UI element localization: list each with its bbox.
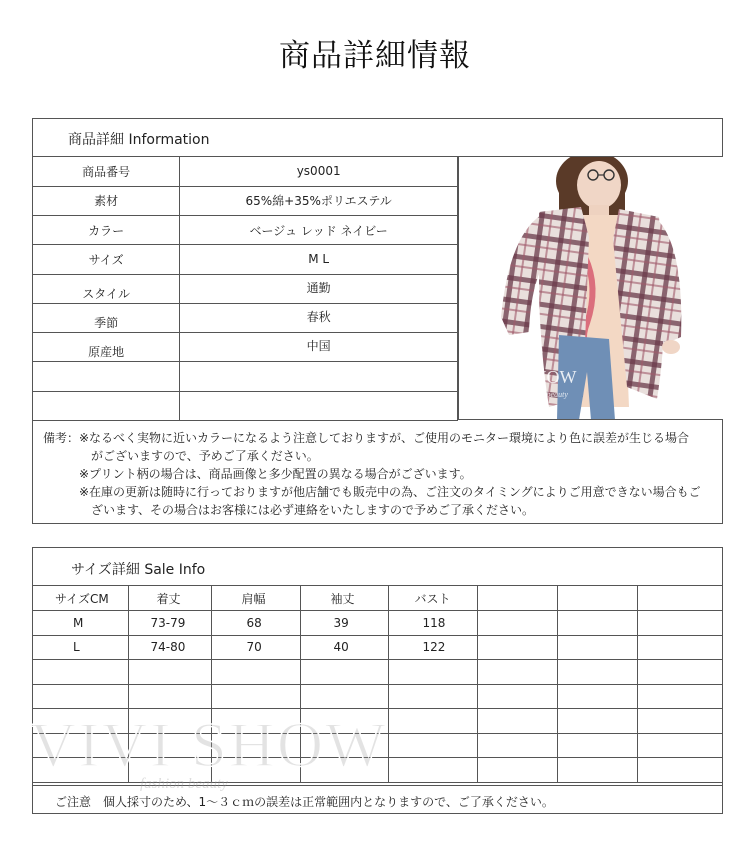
watermark-text: VIVI SHOW: [30, 709, 388, 778]
size-cell: [477, 684, 557, 709]
size-table-row: [33, 660, 723, 685]
spec-row: [33, 245, 458, 274]
spec-value: 通勤: [180, 274, 458, 303]
spec-row: [33, 186, 458, 215]
remark-line: ※プリント柄の場合は、商品画像と多少配置の異なる場合がございます。: [79, 467, 472, 481]
size-cell: [557, 660, 637, 685]
size-cell: [211, 758, 300, 783]
size-cell: [33, 733, 128, 758]
product-photo: [458, 157, 723, 420]
spec-key: 商品番号: [33, 157, 180, 186]
spec-key: [33, 391, 180, 420]
size-cell: [637, 733, 723, 758]
spec-value: [180, 362, 458, 391]
watermark-sub: fashion beauty: [140, 776, 228, 792]
remarks-label: 備考：: [43, 431, 80, 445]
size-cell: [477, 758, 557, 783]
size-cell: [128, 758, 211, 783]
size-col-header: 袖丈: [300, 586, 388, 611]
size-cell: 68: [211, 611, 300, 636]
size-cell: [300, 660, 388, 685]
size-cell: [637, 758, 723, 783]
size-cell: [33, 660, 128, 685]
spec-key: 季節: [33, 303, 180, 332]
size-cell: [637, 660, 723, 685]
size-cell: 118: [388, 611, 477, 636]
size-table-header-row: [33, 586, 723, 611]
size-cell: [211, 709, 300, 734]
size-table-row: [33, 733, 723, 758]
spec-value: 65%綿+35%ポリエステル: [180, 186, 458, 215]
photo-watermark-sub: fashion beauty: [521, 390, 568, 399]
remark-line: ざいます、その場合はお客様には必ず連絡をいたしますので予めご了承ください。: [91, 503, 535, 517]
size-cell: [128, 660, 211, 685]
spec-value: ys0001: [180, 157, 458, 186]
size-table-row: [33, 635, 723, 660]
size-cell: [388, 709, 477, 734]
spec-key: スタイル: [33, 274, 180, 303]
spec-value: M L: [180, 245, 458, 274]
size-col-header: 着丈: [128, 586, 211, 611]
size-cell: [637, 709, 723, 734]
size-cell: 74-80: [128, 635, 211, 660]
size-cell: [637, 611, 723, 636]
remark-line: ※在庫の更新は随時に行っておりますが他店舗でも販売中の為、ご注文のタイミングによりご用意できない場合もご: [79, 485, 701, 499]
size-cell: [477, 660, 557, 685]
size-cell: L: [33, 635, 128, 660]
size-note-text: ご注意 個人採寸のため、1～３ｃｍの誤差は正常範囲内となりますので、ご了承ください。: [55, 795, 554, 809]
size-cell: [477, 709, 557, 734]
size-cell: 122: [388, 635, 477, 660]
photo-watermark: VIVI SHOW: [481, 367, 577, 387]
spec-row: [33, 157, 458, 186]
spec-value: [180, 391, 458, 420]
size-table: [33, 586, 723, 783]
spec-key: 素材: [33, 186, 180, 215]
size-table-row: [33, 709, 723, 734]
size-header-label: サイズ詳細 Sale Info: [71, 562, 206, 578]
size-cell: 70: [211, 635, 300, 660]
size-col-header: サイズCM: [33, 586, 128, 611]
spec-key: [33, 362, 180, 391]
size-cell: M: [33, 611, 128, 636]
size-cell: [557, 709, 637, 734]
spec-value: 春秋: [180, 303, 458, 332]
size-col-header: [637, 586, 723, 611]
size-cell: [211, 733, 300, 758]
size-cell: 40: [300, 635, 388, 660]
size-cell: [557, 758, 637, 783]
spec-row: [33, 333, 458, 362]
remark-line: がございますので、予めご了承ください。: [91, 449, 319, 463]
spec-key: 原産地: [33, 333, 180, 362]
size-cell: [128, 709, 211, 734]
model-illustration: [459, 157, 723, 420]
size-cell: [388, 758, 477, 783]
spec-key: サイズ: [33, 245, 180, 274]
size-note: [33, 785, 722, 814]
size-table-row: [33, 684, 723, 709]
spec-value: 中国: [180, 333, 458, 362]
size-cell: [557, 635, 637, 660]
size-cell: [477, 733, 557, 758]
spec-key: カラー: [33, 216, 180, 245]
size-cell: [557, 684, 637, 709]
size-cell: [477, 611, 557, 636]
size-cell: [637, 684, 723, 709]
size-cell: [211, 684, 300, 709]
spec-table: [33, 157, 458, 421]
size-cell: [637, 635, 723, 660]
size-table-row: [33, 758, 723, 783]
size-cell: [128, 733, 211, 758]
size-cell: [300, 709, 388, 734]
details-header: [33, 119, 722, 157]
spec-row: [33, 216, 458, 245]
size-cell: [388, 684, 477, 709]
page-title: 商品詳細情報: [279, 38, 471, 74]
size-col-header: 肩幅: [211, 586, 300, 611]
size-cell: [477, 635, 557, 660]
size-cell: [33, 709, 128, 734]
size-cell: [128, 684, 211, 709]
size-cell: [388, 660, 477, 685]
size-cell: [300, 733, 388, 758]
remark-line: ※なるべく実物に近いカラーになるよう注意しておりますが、ご使用のモニター環境により色に誤差が生じる場合: [79, 431, 690, 445]
details-header-label: 商品詳細 Information: [68, 132, 210, 148]
size-cell: 39: [300, 611, 388, 636]
size-cell: [557, 611, 637, 636]
size-cell: [211, 660, 300, 685]
size-header: [33, 548, 722, 586]
size-cell: 73-79: [128, 611, 211, 636]
spec-row: [33, 362, 458, 391]
spec-row: [33, 391, 458, 420]
remarks: [33, 420, 722, 524]
size-col-header: [477, 586, 557, 611]
size-details-box: [32, 547, 723, 814]
spec-value: ベージュ レッド ネイビー: [180, 216, 458, 245]
size-cell: [300, 684, 388, 709]
size-col-header: [557, 586, 637, 611]
size-cell: [33, 758, 128, 783]
spec-row: [33, 274, 458, 303]
size-table-row: [33, 611, 723, 636]
spec-row: [33, 303, 458, 332]
size-cell: [388, 733, 477, 758]
size-cell: [557, 733, 637, 758]
size-col-header: バスト: [388, 586, 477, 611]
size-cell: [33, 684, 128, 709]
size-cell: [300, 758, 388, 783]
product-details-box: [32, 118, 723, 524]
